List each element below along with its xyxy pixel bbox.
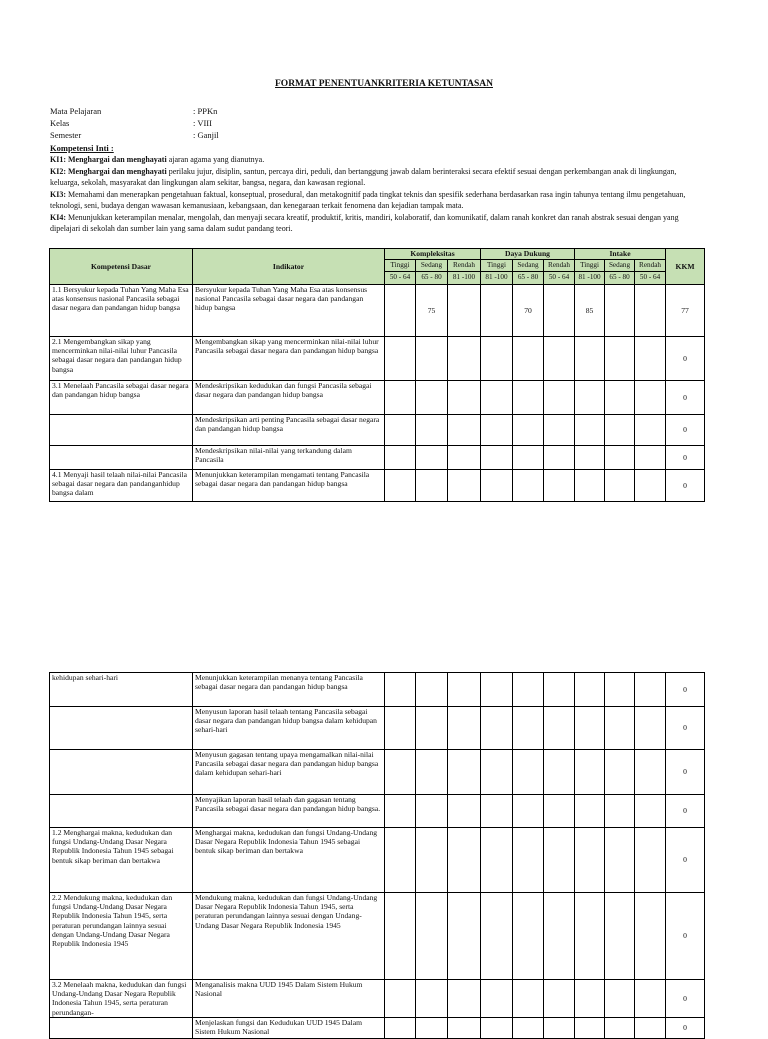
kompetensi-dasar-cell: 1.1 Bersyukur kepada Tuhan Yang Maha Esa atas konsensus nasional Pancasila sebagai dasar negara dan pandangan hidup bangsa (50, 285, 193, 337)
subheader-range: 81 -100 (575, 272, 605, 285)
score-cell (605, 415, 635, 446)
score-cell (635, 673, 666, 707)
score-cell (544, 750, 575, 795)
score-cell (481, 1017, 513, 1038)
kkm-cell: 0 (666, 980, 705, 1018)
score-cell (481, 750, 513, 795)
table-row (50, 446, 705, 470)
subheader-range: 81 -100 (448, 272, 481, 285)
score-cell (635, 415, 666, 446)
score-cell (481, 980, 513, 1018)
ki-code: KI1 (50, 154, 64, 164)
score-cell (481, 337, 513, 381)
table-row (50, 750, 705, 795)
score-cell (481, 828, 513, 893)
table-row (50, 1017, 705, 1038)
score-cell (416, 893, 448, 980)
score-cell (575, 893, 605, 980)
kompetensi-dasar-cell: 3.2 Menelaah makna, kedudukan dan fungsi Undang-Undang Dasar Negara Republik Indonesia Tahun 1945, serta peraturan perundangan- (50, 980, 193, 1018)
meta-block (50, 105, 219, 141)
score-cell (605, 750, 635, 795)
score-cell (544, 893, 575, 980)
score-cell (481, 446, 513, 470)
indikator-cell: Mengembangkan sikap yang mencerminkan nilai-nilai luhur Pancasila sebagai dasar negara dan pandangan hidup bangsa (193, 337, 385, 381)
subheader-level: Tinggi (481, 260, 513, 272)
score-cell (416, 381, 448, 415)
subheader-range: 50 - 64 (544, 272, 575, 285)
subheader-level: Tinggi (385, 260, 416, 272)
score-cell (416, 673, 448, 707)
score-cell (544, 285, 575, 337)
score-cell (416, 828, 448, 893)
score-cell (448, 980, 481, 1018)
ki-code: KI4 (50, 213, 64, 222)
kkm-table-part1 (49, 248, 705, 502)
ki-lead: : (63, 190, 67, 199)
score-cell (513, 470, 544, 502)
score-cell (635, 337, 666, 381)
score-cell (448, 750, 481, 795)
score-cell (385, 381, 416, 415)
table-row (50, 415, 705, 446)
score-cell (544, 381, 575, 415)
score-cell (635, 893, 666, 980)
kkm-cell: 0 (666, 707, 705, 750)
score-cell (575, 470, 605, 502)
table-row (50, 828, 705, 893)
score-cell (635, 980, 666, 1018)
ki-heading: Kompetensi Inti : (50, 143, 114, 153)
score-cell (385, 415, 416, 446)
score-cell (481, 673, 513, 707)
meta-row (50, 105, 219, 117)
score-cell (575, 1017, 605, 1038)
score-cell (544, 795, 575, 828)
indikator-cell: Mendeskripsikan kedudukan dan fungsi Pancasila sebagai dasar negara dan pandangan hidup bangsa (193, 381, 385, 415)
kompetensi-dasar-cell (50, 707, 193, 750)
kompetensi-dasar-cell: 3.1 Menelaah Pancasila sebagai dasar negara dan pandangan hidup bangsa (50, 381, 193, 415)
table-row (50, 470, 705, 502)
meta-label: Mata Pelajaran (50, 106, 102, 116)
score-cell (513, 707, 544, 750)
kkm-cell: 0 (666, 446, 705, 470)
kompetensi-dasar-cell (50, 415, 193, 446)
ki-block (50, 143, 702, 236)
score-cell (513, 828, 544, 893)
ki-code: KI3 (50, 190, 64, 199)
subheader-level: Tinggi (575, 260, 605, 272)
score-cell (575, 446, 605, 470)
ki-item (50, 190, 702, 211)
score-cell (416, 795, 448, 828)
kompetensi-dasar-cell: 2.2 Mendukung makna, kedudukan dan fungsi Undang-Undang Dasar Negara Republik Indonesia Tahun 1945, serta peraturan perundangan lainnya sesuai dengan Undang-Undang Dasar Negara Republik Indonesia 1945 (50, 893, 193, 980)
score-cell (481, 415, 513, 446)
kompetensi-dasar-cell (50, 1017, 193, 1038)
table-row (50, 285, 705, 337)
header-intake: Intake (575, 249, 666, 260)
indikator-cell: Menyajikan laporan hasil telaah dan gagasan tentang Pancasila sebagai dasar negara dan pandangan hidup bangsa. (193, 795, 385, 828)
score-cell (544, 415, 575, 446)
subheader-level: Rendah (448, 260, 481, 272)
score-cell (385, 707, 416, 750)
table-row (50, 381, 705, 415)
ki-text: ajaran agama yang dianutnya. (166, 154, 265, 164)
score-cell (448, 828, 481, 893)
score-cell (575, 980, 605, 1018)
table-row (50, 893, 705, 980)
table-row (50, 707, 705, 750)
indikator-cell: Menjelaskan fungsi dan Kedudukan UUD 1945 Dalam Sistem Hukum Nasional (193, 1017, 385, 1038)
score-cell (605, 828, 635, 893)
subheader-range: 50 - 64 (635, 272, 666, 285)
score-cell (416, 980, 448, 1018)
score-cell (575, 381, 605, 415)
score-cell (448, 337, 481, 381)
kkm-cell: 0 (666, 470, 705, 502)
score-cell (448, 415, 481, 446)
score-cell (605, 673, 635, 707)
score-cell (513, 795, 544, 828)
score-cell (416, 1017, 448, 1038)
meta-value: : Ganjil (193, 130, 219, 140)
kompetensi-dasar-cell: 1.2 Menghargai makna, kedudukan dan fungsi Undang-Undang Dasar Negara Republik Indonesia Tahun 1945 sebagai bentuk sikap beriman dan bertakwa (50, 828, 193, 893)
score-cell (513, 415, 544, 446)
score-cell (481, 381, 513, 415)
score-cell (416, 707, 448, 750)
table-row (50, 795, 705, 828)
subheader-range: 65 - 80 (513, 272, 544, 285)
indikator-cell: Mendukung makna, kedudukan dan fungsi Undang-Undang Dasar Negara Republik Indonesia Tahun 1945, serta peraturan perundangan lainnya sesuai dengan Undang-Undang Dasar Negara Republik Indonesia 1945 (193, 893, 385, 980)
score-cell (544, 470, 575, 502)
score-cell: 70 (513, 285, 544, 337)
score-cell (385, 673, 416, 707)
table-row (50, 673, 705, 707)
score-cell: 85 (575, 285, 605, 337)
score-cell (544, 337, 575, 381)
subheader-range: 65 - 80 (416, 272, 448, 285)
score-cell (416, 470, 448, 502)
kompetensi-dasar-cell: 4.1 Menyaji hasil telaah nilai-nilai Pancasila sebagai dasar negara dan pandanganhidup bangsa dalam (50, 470, 193, 502)
kompetensi-dasar-cell: 2.1 Mengembangkan sikap yang mencerminkan nilai-nilai luhur Pancasila sebagai dasar negara dan pandangan hidup bangsa (50, 337, 193, 381)
kompetensi-dasar-cell (50, 795, 193, 828)
score-cell (635, 828, 666, 893)
ki-item (50, 213, 702, 234)
score-cell (605, 285, 635, 337)
ki-text: Memahami dan menerapkan pengetahuan faktual, konseptual, prosedural, dan metakognitif pada tingkat teknis dan spesifik sederhana berdasarkan rasa ingin tahunya tentang ilmu pengetahuan, teknologi, seni, budaya dengan wawasan kemanusiaan, kebangsaan, dan kenegaraan terkait fenomena dan kejadian tampak mata. (50, 190, 686, 210)
kkm-cell: 0 (666, 415, 705, 446)
score-cell (448, 893, 481, 980)
score-cell (544, 980, 575, 1018)
kkm-cell: 0 (666, 1017, 705, 1038)
header-kompetensi-dasar: Kompetensi Dasar (50, 249, 193, 285)
ki-lead: : Menghargai dan menghayati (63, 167, 167, 176)
meta-value: : PPKn (193, 106, 218, 116)
score-cell (544, 673, 575, 707)
score-cell (513, 446, 544, 470)
subheader-level: Sedang (605, 260, 635, 272)
subheader-range: 65 - 80 (605, 272, 635, 285)
meta-value: : VIII (193, 118, 212, 128)
score-cell (635, 446, 666, 470)
score-cell (635, 707, 666, 750)
score-cell (448, 707, 481, 750)
kkm-cell: 0 (666, 750, 705, 795)
indikator-cell: Mendeskripsikan arti penting Pancasila sebagai dasar negara dan pandangan hidup bangsa (193, 415, 385, 446)
document-title: FORMAT PENENTUANKRITERIA KETUNTASAN (275, 79, 493, 89)
score-cell (513, 673, 544, 707)
score-cell (605, 1017, 635, 1038)
kkm-cell: 0 (666, 893, 705, 980)
kkm-cell: 0 (666, 673, 705, 707)
score-cell (448, 446, 481, 470)
meta-row (50, 117, 219, 129)
score-cell (605, 893, 635, 980)
kompetensi-dasar-cell (50, 446, 193, 470)
score-cell (416, 337, 448, 381)
score-cell (416, 446, 448, 470)
score-cell (448, 470, 481, 502)
score-cell (635, 381, 666, 415)
score-cell (605, 381, 635, 415)
score-cell (385, 446, 416, 470)
ki-item (50, 155, 702, 166)
subheader-level: Sedang (416, 260, 448, 272)
score-cell (635, 285, 666, 337)
score-cell (513, 893, 544, 980)
subheader-level: Rendah (544, 260, 575, 272)
score-cell (385, 470, 416, 502)
score-cell (385, 980, 416, 1018)
score-cell (544, 707, 575, 750)
score-cell (416, 750, 448, 795)
score-cell (575, 415, 605, 446)
subheader-range: 50 - 64 (385, 272, 416, 285)
score-cell (575, 707, 605, 750)
score-cell (481, 893, 513, 980)
score-cell (575, 673, 605, 707)
score-cell (605, 795, 635, 828)
subheader-level: Sedang (513, 260, 544, 272)
score-cell (575, 828, 605, 893)
ki-code: KI2 (50, 167, 64, 176)
score-cell (605, 980, 635, 1018)
kompetensi-dasar-cell: kehidupan sehari-hari (50, 673, 193, 707)
header-indikator: Indikator (193, 249, 385, 285)
score-cell (605, 707, 635, 750)
score-cell (605, 470, 635, 502)
score-cell (448, 285, 481, 337)
indikator-cell: Menyusun laporan hasil telaah tentang Pancasila sebagai dasar negara dan pandangan hidup bangsa dalam kehidupan sehari-hari (193, 707, 385, 750)
score-cell (544, 446, 575, 470)
header-kompleksitas: Kompleksitas (385, 249, 481, 260)
score-cell (575, 750, 605, 795)
meta-label: Semester (50, 130, 82, 140)
kkm-cell: 0 (666, 795, 705, 828)
score-cell (481, 795, 513, 828)
meta-row (50, 129, 219, 141)
score-cell (385, 828, 416, 893)
score-cell (575, 795, 605, 828)
score-cell (385, 893, 416, 980)
score-cell (385, 337, 416, 381)
score-cell (448, 1017, 481, 1038)
score-cell (605, 337, 635, 381)
meta-label: Kelas (50, 118, 70, 128)
score-cell (635, 750, 666, 795)
score-cell (635, 470, 666, 502)
ki-lead: : (63, 213, 67, 222)
score-cell (575, 337, 605, 381)
score-cell: 75 (416, 285, 448, 337)
ki-lead: : Menghargai dan menghayati (63, 154, 167, 164)
indikator-cell: Menunjukkan keterampilan mengamati tentang Pancasila sebagai dasar negara dan pandangan hidup bangsa (193, 470, 385, 502)
header-kkm: KKM (666, 249, 705, 285)
score-cell (385, 1017, 416, 1038)
score-cell (481, 470, 513, 502)
ki-item (50, 167, 702, 188)
indikator-cell: Menyusun gagasan tentang upaya mengamalkan nilai-nilai Pancasila sebagai dasar negara dan pandangan hidup bangsa dalam kehidupan sehari-hari (193, 750, 385, 795)
kkm-cell: 0 (666, 828, 705, 893)
score-cell (544, 1017, 575, 1038)
ki-text: Menunjukkan keterampilan menalar, mengolah, dan menyaji secara kreatif, produktif, kritis, mandiri, kolaboratif, dan komunikatif, dalam ranah konkret dan ranah abstrak sesuai dengan yang dipelajari di sekolah dan sumber lain yang sama dalam sudut pandang teori. (50, 213, 679, 233)
score-cell (481, 285, 513, 337)
score-cell (544, 828, 575, 893)
kkm-table-part2 (49, 672, 705, 1039)
subheader-range: 81 -100 (481, 272, 513, 285)
score-cell (635, 1017, 666, 1038)
score-cell (635, 795, 666, 828)
indikator-cell: Menunjukkan keterampilan menanya tentang Pancasila sebagai dasar negara dan pandangan hidup bangsa (193, 673, 385, 707)
score-cell (481, 707, 513, 750)
indikator-cell: Menghargai makna, kedudukan dan fungsi Undang-Undang Dasar Negara Republik Indonesia Tahun 1945 sebagai bentuk sikap beriman dan bertakwa (193, 828, 385, 893)
score-cell (385, 795, 416, 828)
subheader-level: Rendah (635, 260, 666, 272)
score-cell (448, 795, 481, 828)
score-cell (448, 673, 481, 707)
ki-text: perilaku jujur, disiplin, santun, percaya diri, peduli, dan bertanggung jawab dalam berinteraksi secara efektif sesuai dengan perkembangan anak di lingkungan, keluarga, sekolah, masyarakat dan lingkungan alam sekitar, bangsa, negara, dan kawasan regional. (50, 167, 677, 187)
score-cell (513, 337, 544, 381)
score-cell (385, 750, 416, 795)
indikator-cell: Bersyukur kepada Tuhan Yang Maha Esa atas konsensus nasional Pancasila sebagai dasar negara dan pandangan hidup bangsa (193, 285, 385, 337)
score-cell (513, 750, 544, 795)
score-cell (416, 415, 448, 446)
kkm-cell: 0 (666, 337, 705, 381)
kompetensi-dasar-cell (50, 750, 193, 795)
table-row (50, 337, 705, 381)
score-cell (513, 980, 544, 1018)
kkm-cell: 0 (666, 381, 705, 415)
indikator-cell: Mendeskripsikan nilai-nilai yang terkandung dalam Pancasila (193, 446, 385, 470)
score-cell (448, 381, 481, 415)
score-cell (605, 446, 635, 470)
score-cell (513, 381, 544, 415)
score-cell (513, 1017, 544, 1038)
score-cell (385, 285, 416, 337)
indikator-cell: Menganalisis makna UUD 1945 Dalam Sistem Hukum Nasional (193, 980, 385, 1018)
table-row (50, 980, 705, 1018)
kkm-cell: 77 (666, 285, 705, 337)
header-daya-dukung: Daya Dukung (481, 249, 575, 260)
